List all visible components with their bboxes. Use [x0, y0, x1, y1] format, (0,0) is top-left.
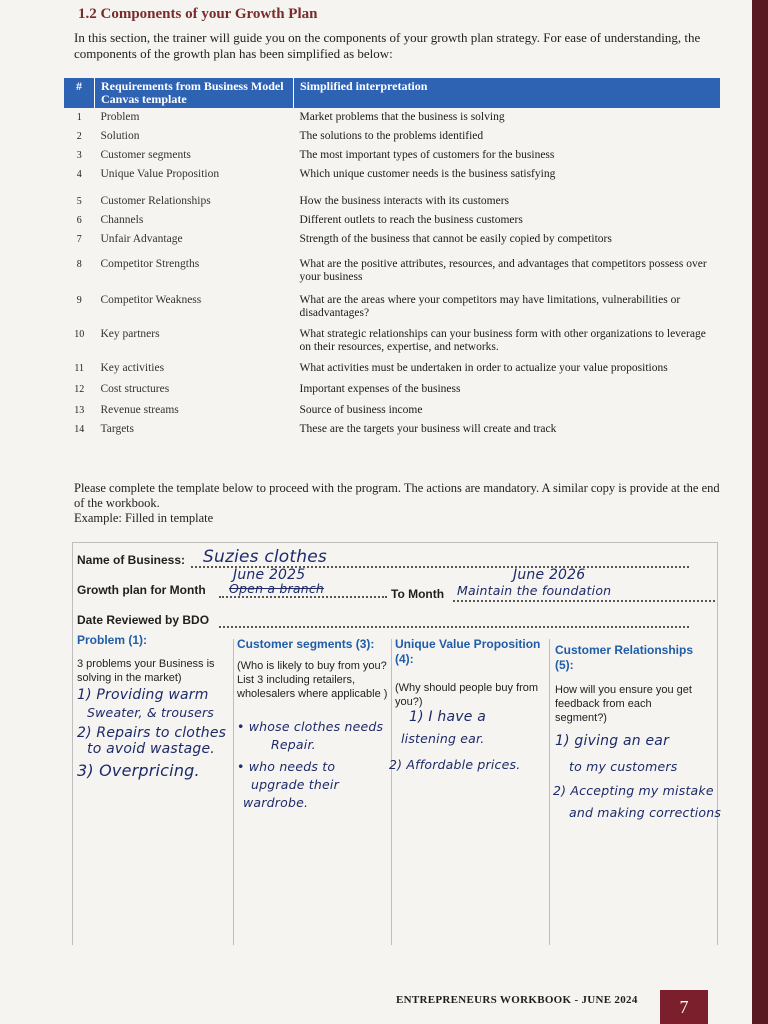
- table-row: [64, 211, 720, 230]
- row-requirement: Channels: [100, 214, 144, 226]
- row-requirement: Key partners: [100, 328, 160, 340]
- table-row: [64, 230, 720, 249]
- problem-answer[interactable]: to avoid wastage.: [87, 741, 215, 757]
- row-number: 6: [76, 215, 82, 226]
- relationships-description: How will you ensure you get feedback from each segment?): [555, 684, 692, 724]
- row-interpretation: The solutions to the problems identified: [299, 130, 484, 142]
- header-num: #: [64, 78, 95, 108]
- table-row: [64, 287, 720, 323]
- row-requirement: Competitor Strengths: [100, 258, 200, 270]
- row-requirement: Customer Relationships: [100, 195, 211, 207]
- table-row: [64, 357, 720, 378]
- section-title: 1.2 Components of your Growth Plan: [78, 6, 318, 22]
- table-row: [64, 184, 720, 211]
- row-interpretation: Different outlets to reach the business customers: [299, 214, 523, 226]
- row-number: 10: [74, 329, 85, 340]
- segments-description: (Who is likely to buy from you? List 3 including retailers, wholesalers where applicable ): [237, 660, 388, 700]
- example-label: Example: Filled in template: [74, 511, 214, 525]
- to-month-value-date[interactable]: June 2026: [513, 567, 586, 583]
- uvp-answer[interactable]: listening ear.: [401, 731, 485, 746]
- row-number: 4: [76, 169, 82, 180]
- uvp-answer[interactable]: 1) I have a: [409, 709, 486, 725]
- instructions: [74, 481, 724, 526]
- row-number: 11: [74, 363, 85, 374]
- row-requirement: Key activities: [100, 362, 165, 374]
- uvp-heading: Unique Value Proposition (4):: [395, 637, 541, 666]
- row-number: 13: [74, 405, 85, 416]
- header-requirement: Requirements from Business Model Canvas template: [95, 78, 294, 108]
- to-month-label: To Month: [391, 587, 445, 601]
- row-number: 14: [74, 424, 85, 435]
- relationships-answer[interactable]: and making corrections: [569, 805, 722, 820]
- segments-heading: Customer segments (3):: [237, 637, 375, 651]
- table-row: [64, 249, 720, 287]
- row-number: 3: [76, 150, 82, 161]
- table-row: [64, 323, 720, 357]
- row-requirement: Targets: [100, 423, 134, 435]
- table-row: [64, 146, 720, 165]
- header-interpretation: Simplified interpretation: [294, 78, 721, 108]
- table-header-row: [64, 78, 720, 108]
- table-row: [64, 399, 720, 420]
- business-name-label: Name of Business:: [77, 553, 186, 567]
- problem-description: 3 problems your Business is solving in the market): [77, 658, 215, 684]
- problem-answer[interactable]: Sweater, & trousers: [87, 705, 215, 720]
- section-intro: In this section, the trainer will guide you on the components of your growth plan strategy. For ease of understanding, the components of the growth plan has been simplified as below:: [74, 30, 701, 61]
- problem-heading: Problem (1):: [77, 633, 148, 647]
- row-requirement: Competitor Weakness: [100, 294, 202, 306]
- row-interpretation: Important expenses of the business: [299, 383, 461, 395]
- relationships-answer[interactable]: 1) giving an ear: [555, 733, 670, 749]
- page-number: 7: [660, 990, 708, 1024]
- row-number: 1: [76, 112, 82, 123]
- row-requirement: Unfair Advantage: [100, 233, 183, 245]
- row-number: 2: [76, 131, 82, 142]
- row-requirement: Problem: [100, 111, 140, 123]
- row-number: 7: [76, 234, 82, 245]
- to-month-line: [453, 600, 715, 602]
- requirements-table: [64, 78, 720, 439]
- row-interpretation: Which unique customer needs is the business satisfying: [299, 168, 556, 180]
- table-row: [64, 108, 720, 127]
- relationships-answer[interactable]: to my customers: [569, 759, 678, 774]
- column-divider: [391, 639, 392, 945]
- row-interpretation: How the business interacts with its customers: [299, 195, 510, 207]
- footer-text: ENTREPRENEURS WORKBOOK - JUNE 2024: [396, 994, 638, 1006]
- month-label: Growth plan for Month: [77, 583, 206, 597]
- row-number: 8: [76, 259, 82, 270]
- segments-answer[interactable]: upgrade their: [251, 777, 339, 792]
- row-requirement: Cost structures: [100, 383, 170, 395]
- month-line: [219, 596, 387, 598]
- row-interpretation: What activities must be undertaken in order to actualize your value propositions: [299, 362, 668, 374]
- column-divider: [549, 639, 550, 945]
- row-requirement: Solution: [100, 130, 140, 142]
- relationships-heading: Customer Relationships (5):: [555, 643, 694, 672]
- reviewed-line: [219, 626, 689, 628]
- row-number: 9: [76, 295, 82, 306]
- row-requirement: Unique Value Proposition: [100, 168, 220, 180]
- problem-answer[interactable]: 2) Repairs to clothes: [77, 725, 227, 741]
- reviewed-label: Date Reviewed by BDO: [77, 613, 210, 627]
- uvp-description: (Why should people buy from you?): [395, 682, 539, 708]
- problem-answer[interactable]: 1) Providing warm: [77, 687, 209, 703]
- row-interpretation: These are the targets your business will create and track: [299, 423, 557, 435]
- row-interpretation: What are the areas where your competitors may have limitations, vulnerabilities or disadvantages?: [299, 294, 681, 319]
- month-value-date[interactable]: June 2025: [233, 567, 306, 583]
- table-row: [64, 378, 720, 399]
- row-interpretation: Source of business income: [299, 404, 423, 416]
- instructions-text: Please complete the template below to proceed with the program. The actions are mandatory. A similar copy is provide at the end of the workbook.: [74, 481, 720, 510]
- row-interpretation: What strategic relationships can your business form with other organizations to leverage on their resources, expertise, and networks.: [299, 328, 706, 353]
- table-row: [64, 420, 720, 439]
- table-row: [64, 127, 720, 146]
- segments-answer[interactable]: Repair.: [271, 737, 316, 752]
- growth-plan-template: [72, 542, 722, 945]
- row-requirement: Revenue streams: [100, 404, 179, 416]
- to-month-value-goal[interactable]: Maintain the foundation: [457, 583, 612, 598]
- month-value-goal[interactable]: Open a branch: [229, 581, 325, 596]
- row-number: 5: [76, 196, 82, 207]
- row-interpretation: The most important types of customers for the business: [299, 149, 555, 161]
- row-requirement: Customer segments: [100, 149, 191, 161]
- relationships-answer[interactable]: 2) Accepting my mistake: [553, 783, 714, 798]
- row-interpretation: What are the positive attributes, resources, and advantages that competitors possess over your business: [299, 258, 707, 283]
- column-divider: [233, 639, 234, 945]
- row-number: 12: [74, 384, 85, 395]
- segments-answer[interactable]: wardrobe.: [243, 795, 309, 810]
- business-name-value[interactable]: Suzies clothes: [203, 547, 327, 567]
- problem-answer[interactable]: 3) Overpricing.: [77, 761, 200, 780]
- segments-answer[interactable]: • who needs to: [237, 759, 336, 774]
- row-interpretation: Strength of the business that cannot be easily copied by competitors: [299, 233, 612, 245]
- segments-answer[interactable]: • whose clothes needs: [237, 719, 384, 734]
- requirements-table-body: [64, 108, 720, 439]
- page-edge: [752, 0, 768, 1024]
- table-row: [64, 165, 720, 184]
- row-interpretation: Market problems that the business is solving: [299, 111, 505, 123]
- uvp-answer[interactable]: 2) Affordable prices.: [389, 757, 521, 772]
